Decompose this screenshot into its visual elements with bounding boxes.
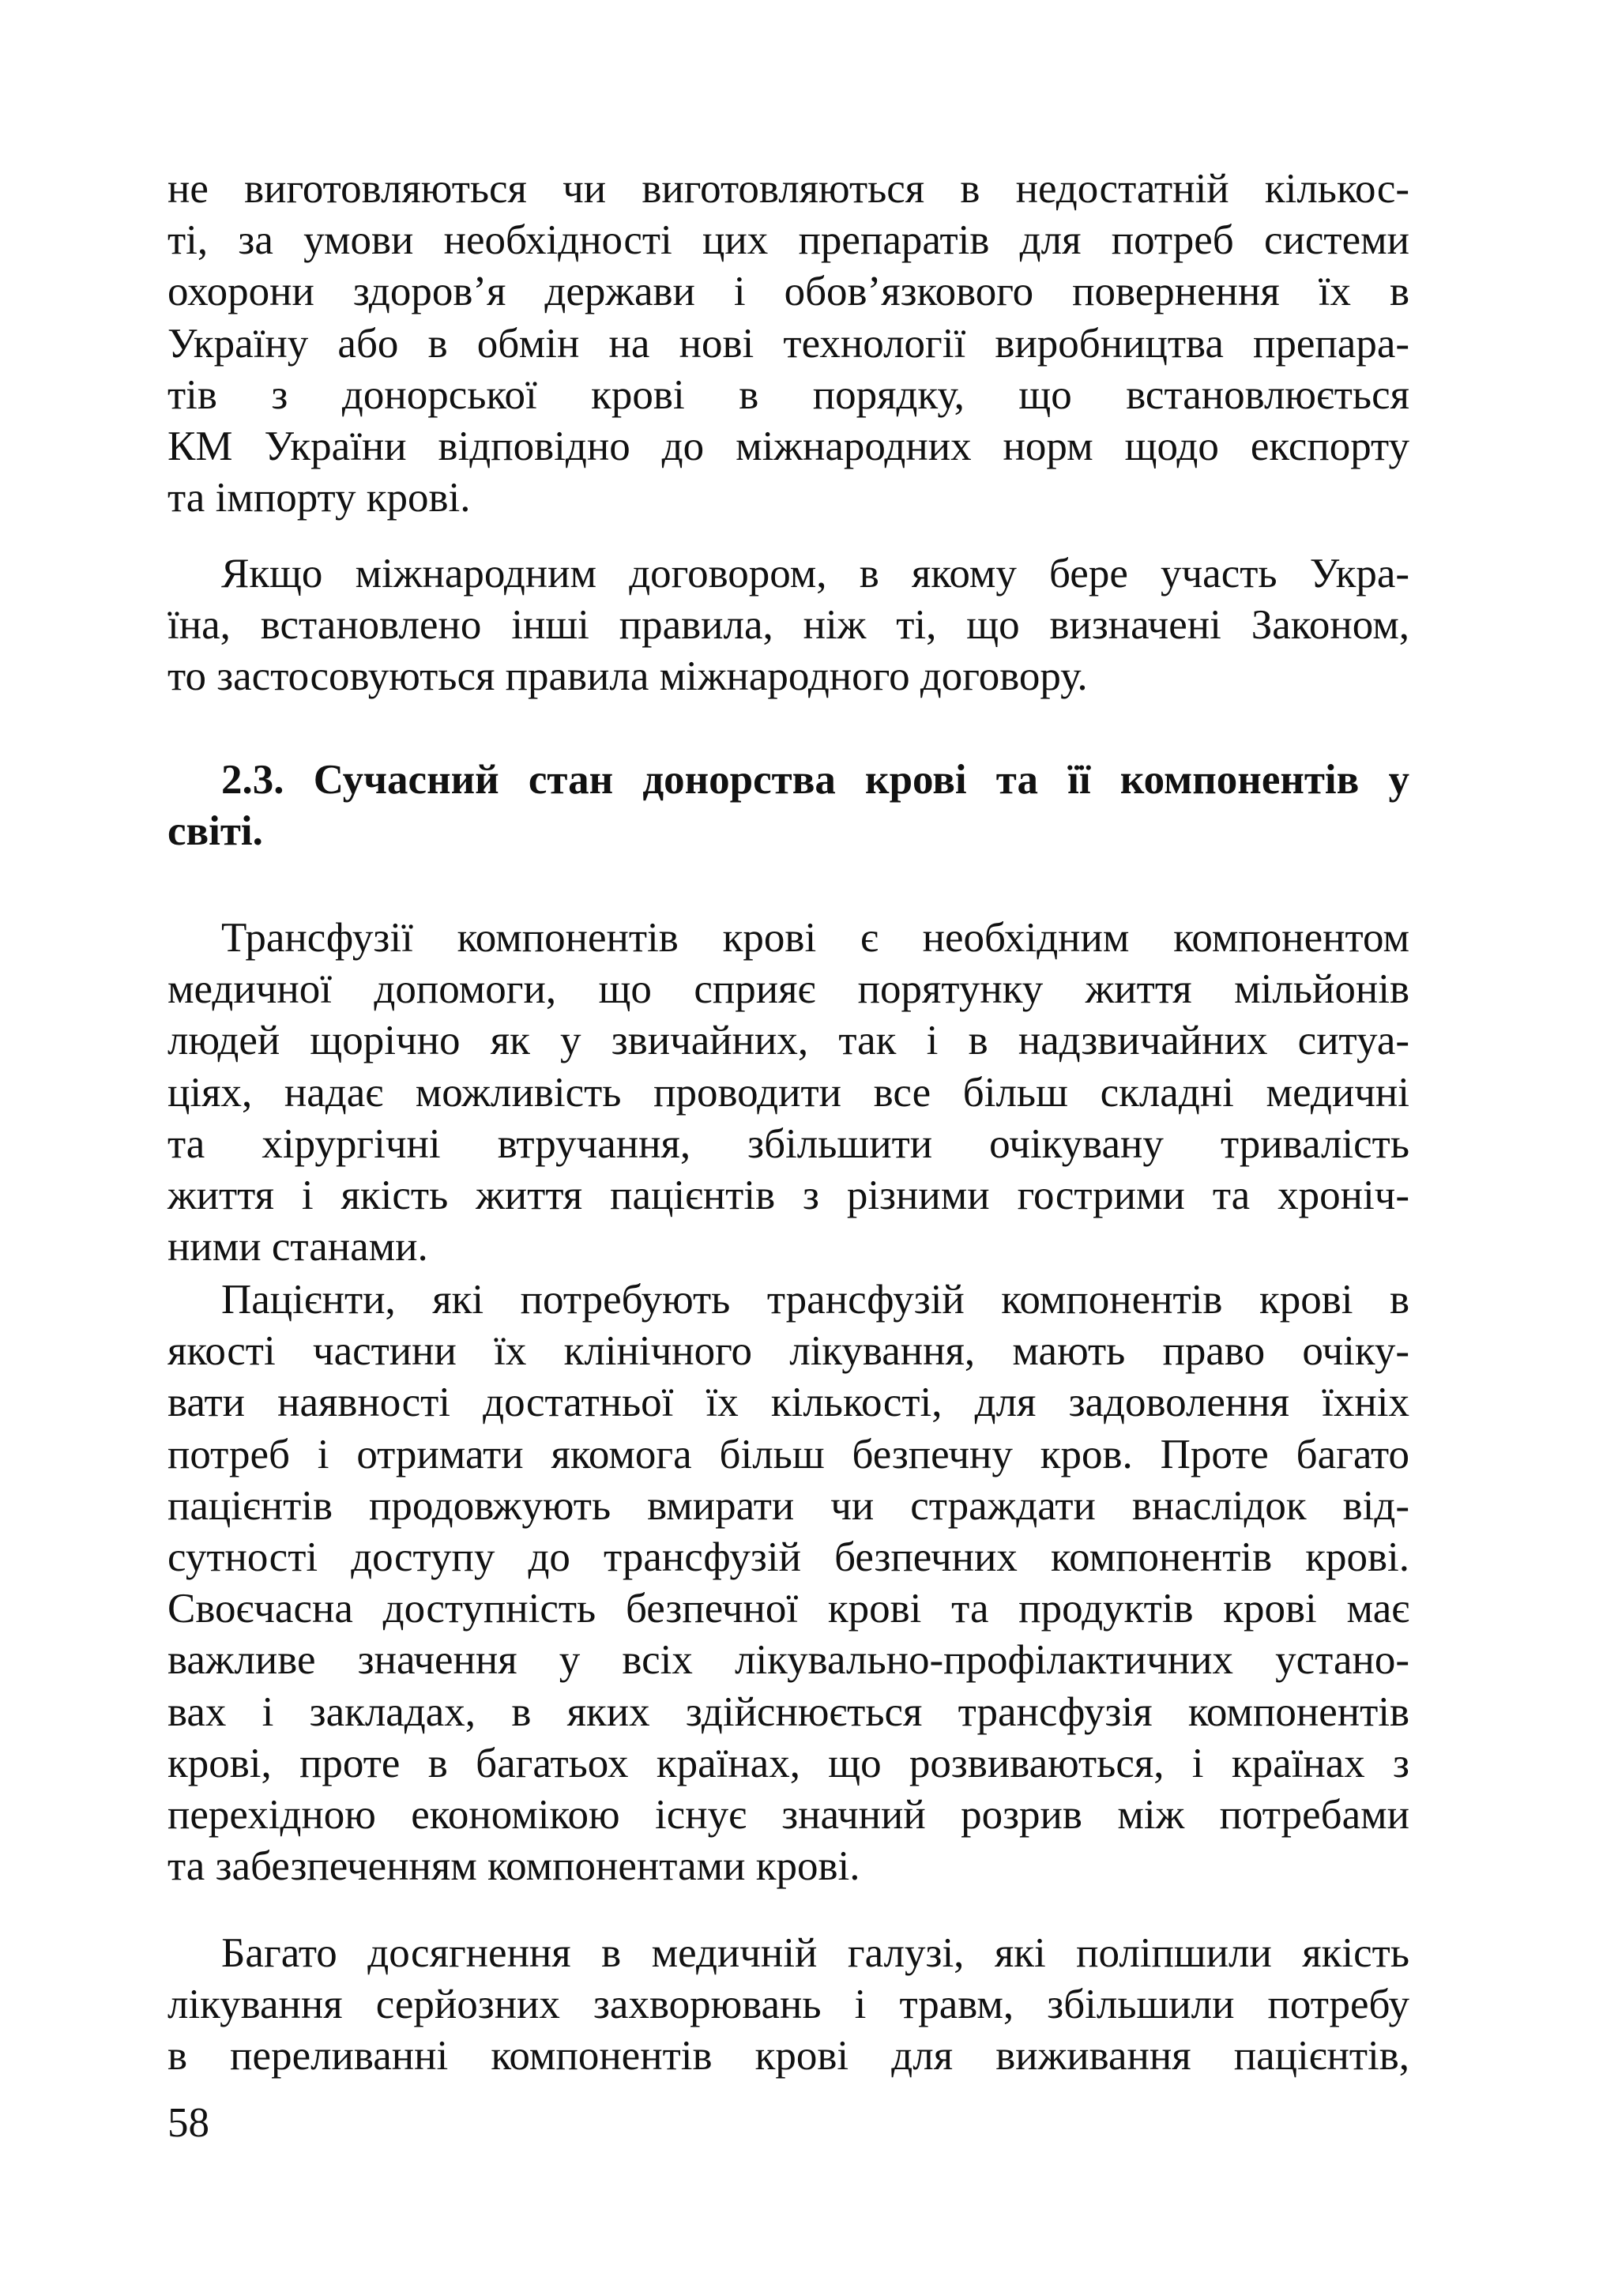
text-line: не виготовляються чи виготовляються в недостатній кількос-: [167, 166, 1409, 212]
text-line: їна, встановлено інші правила, ніж ті, що визначені Законом,: [167, 602, 1409, 649]
text-line: людей щорічно як у звичайних, так і в надзвичайних ситуа-: [167, 1018, 1409, 1064]
text-line: вати наявності достатньої їх кількості, для задоволення їхніх: [167, 1379, 1409, 1426]
text-line: Пацієнти, які потребують трансфузій компонентів крові в: [221, 1277, 1409, 1323]
heading-line: 2.3. Сучасний стан донорства крові та її компонентів у: [221, 757, 1409, 803]
text-line: пацієнтів продовжують вмирати чи страждати внаслідок від-: [167, 1482, 1409, 1529]
text-line: та хірургічні втручання, збільшити очікувану тривалість: [167, 1120, 1409, 1167]
paragraph-international-treaty: [167, 548, 1409, 703]
paragraph-transfusions: [167, 913, 1409, 1273]
text-line: в переливанні компонентів крові для виживання пацієнтів,: [167, 2033, 1409, 2080]
text-line: життя і якість життя пацієнтів з різними гострими та хроніч-: [167, 1172, 1409, 1218]
heading-line: світі.: [167, 808, 263, 854]
page-number: 58: [167, 2100, 209, 2146]
text-line: важливе значення у всіх лікувально-профілактичних устано-: [167, 1637, 1409, 1684]
text-line: Багато досягнення в медичній галузі, які поліпшили якість: [221, 1930, 1409, 1976]
text-line: то застосовуються правила міжнародного договору.: [167, 653, 1088, 700]
text-line: КМ України відповідно до міжнародних норм щодо експорту: [167, 423, 1409, 469]
paragraph-patients: [167, 1274, 1409, 1892]
section-heading: [167, 755, 1409, 857]
text-line: Трансфузії компонентів крові є необхідним компонентом: [221, 915, 1409, 961]
text-line: перехідною економікою існує значний розрив між потребами: [167, 1791, 1409, 1838]
text-line: лікування серйозних захворювань і травм, збільшили потребу: [167, 1982, 1409, 2028]
text-line: сутності доступу до трансфузій безпечних компонентів крові.: [167, 1534, 1409, 1580]
text-line: вах і закладах, в яких здійснюється трансфузія компонентів: [167, 1688, 1409, 1735]
text-line: тів з донорської крові в порядку, що встановлюється: [167, 371, 1409, 418]
text-line: Якщо міжнародним договором, в якому бере участь Укра-: [221, 551, 1409, 597]
text-line: охорони здоров’я держави і обов’язкового повернення їх в: [167, 269, 1409, 315]
text-line: потреб і отримати якомога більш безпечну кров. Проте багато: [167, 1431, 1409, 1477]
text-line: медичної допомоги, що сприяє порятунку життя мільйонів: [167, 966, 1409, 1013]
text-line: ті, за умови необхідності цих препаратів для потреб системи: [167, 217, 1409, 264]
paragraph-medical-advances: [167, 1928, 1409, 2083]
text-line: Україну або в обмін на нові технології виробництва препара-: [167, 320, 1409, 367]
text-line: та забезпеченням компонентами крові.: [167, 1843, 860, 1890]
text-line: Своєчасна доступність безпечної крові та продуктів крові має: [167, 1586, 1409, 1632]
text-line: крові, проте в багатьох країнах, що розвиваються, і країнах з: [167, 1740, 1409, 1786]
text-line: ціях, надає можливість проводити все більш складні медичні: [167, 1069, 1409, 1116]
paragraph-export-import: [167, 164, 1409, 524]
text-line: ними станами.: [167, 1224, 428, 1270]
text-line: якості частини їх клінічного лікування, мають право очіку-: [167, 1328, 1409, 1375]
text-line: та імпорту крові.: [167, 475, 471, 521]
